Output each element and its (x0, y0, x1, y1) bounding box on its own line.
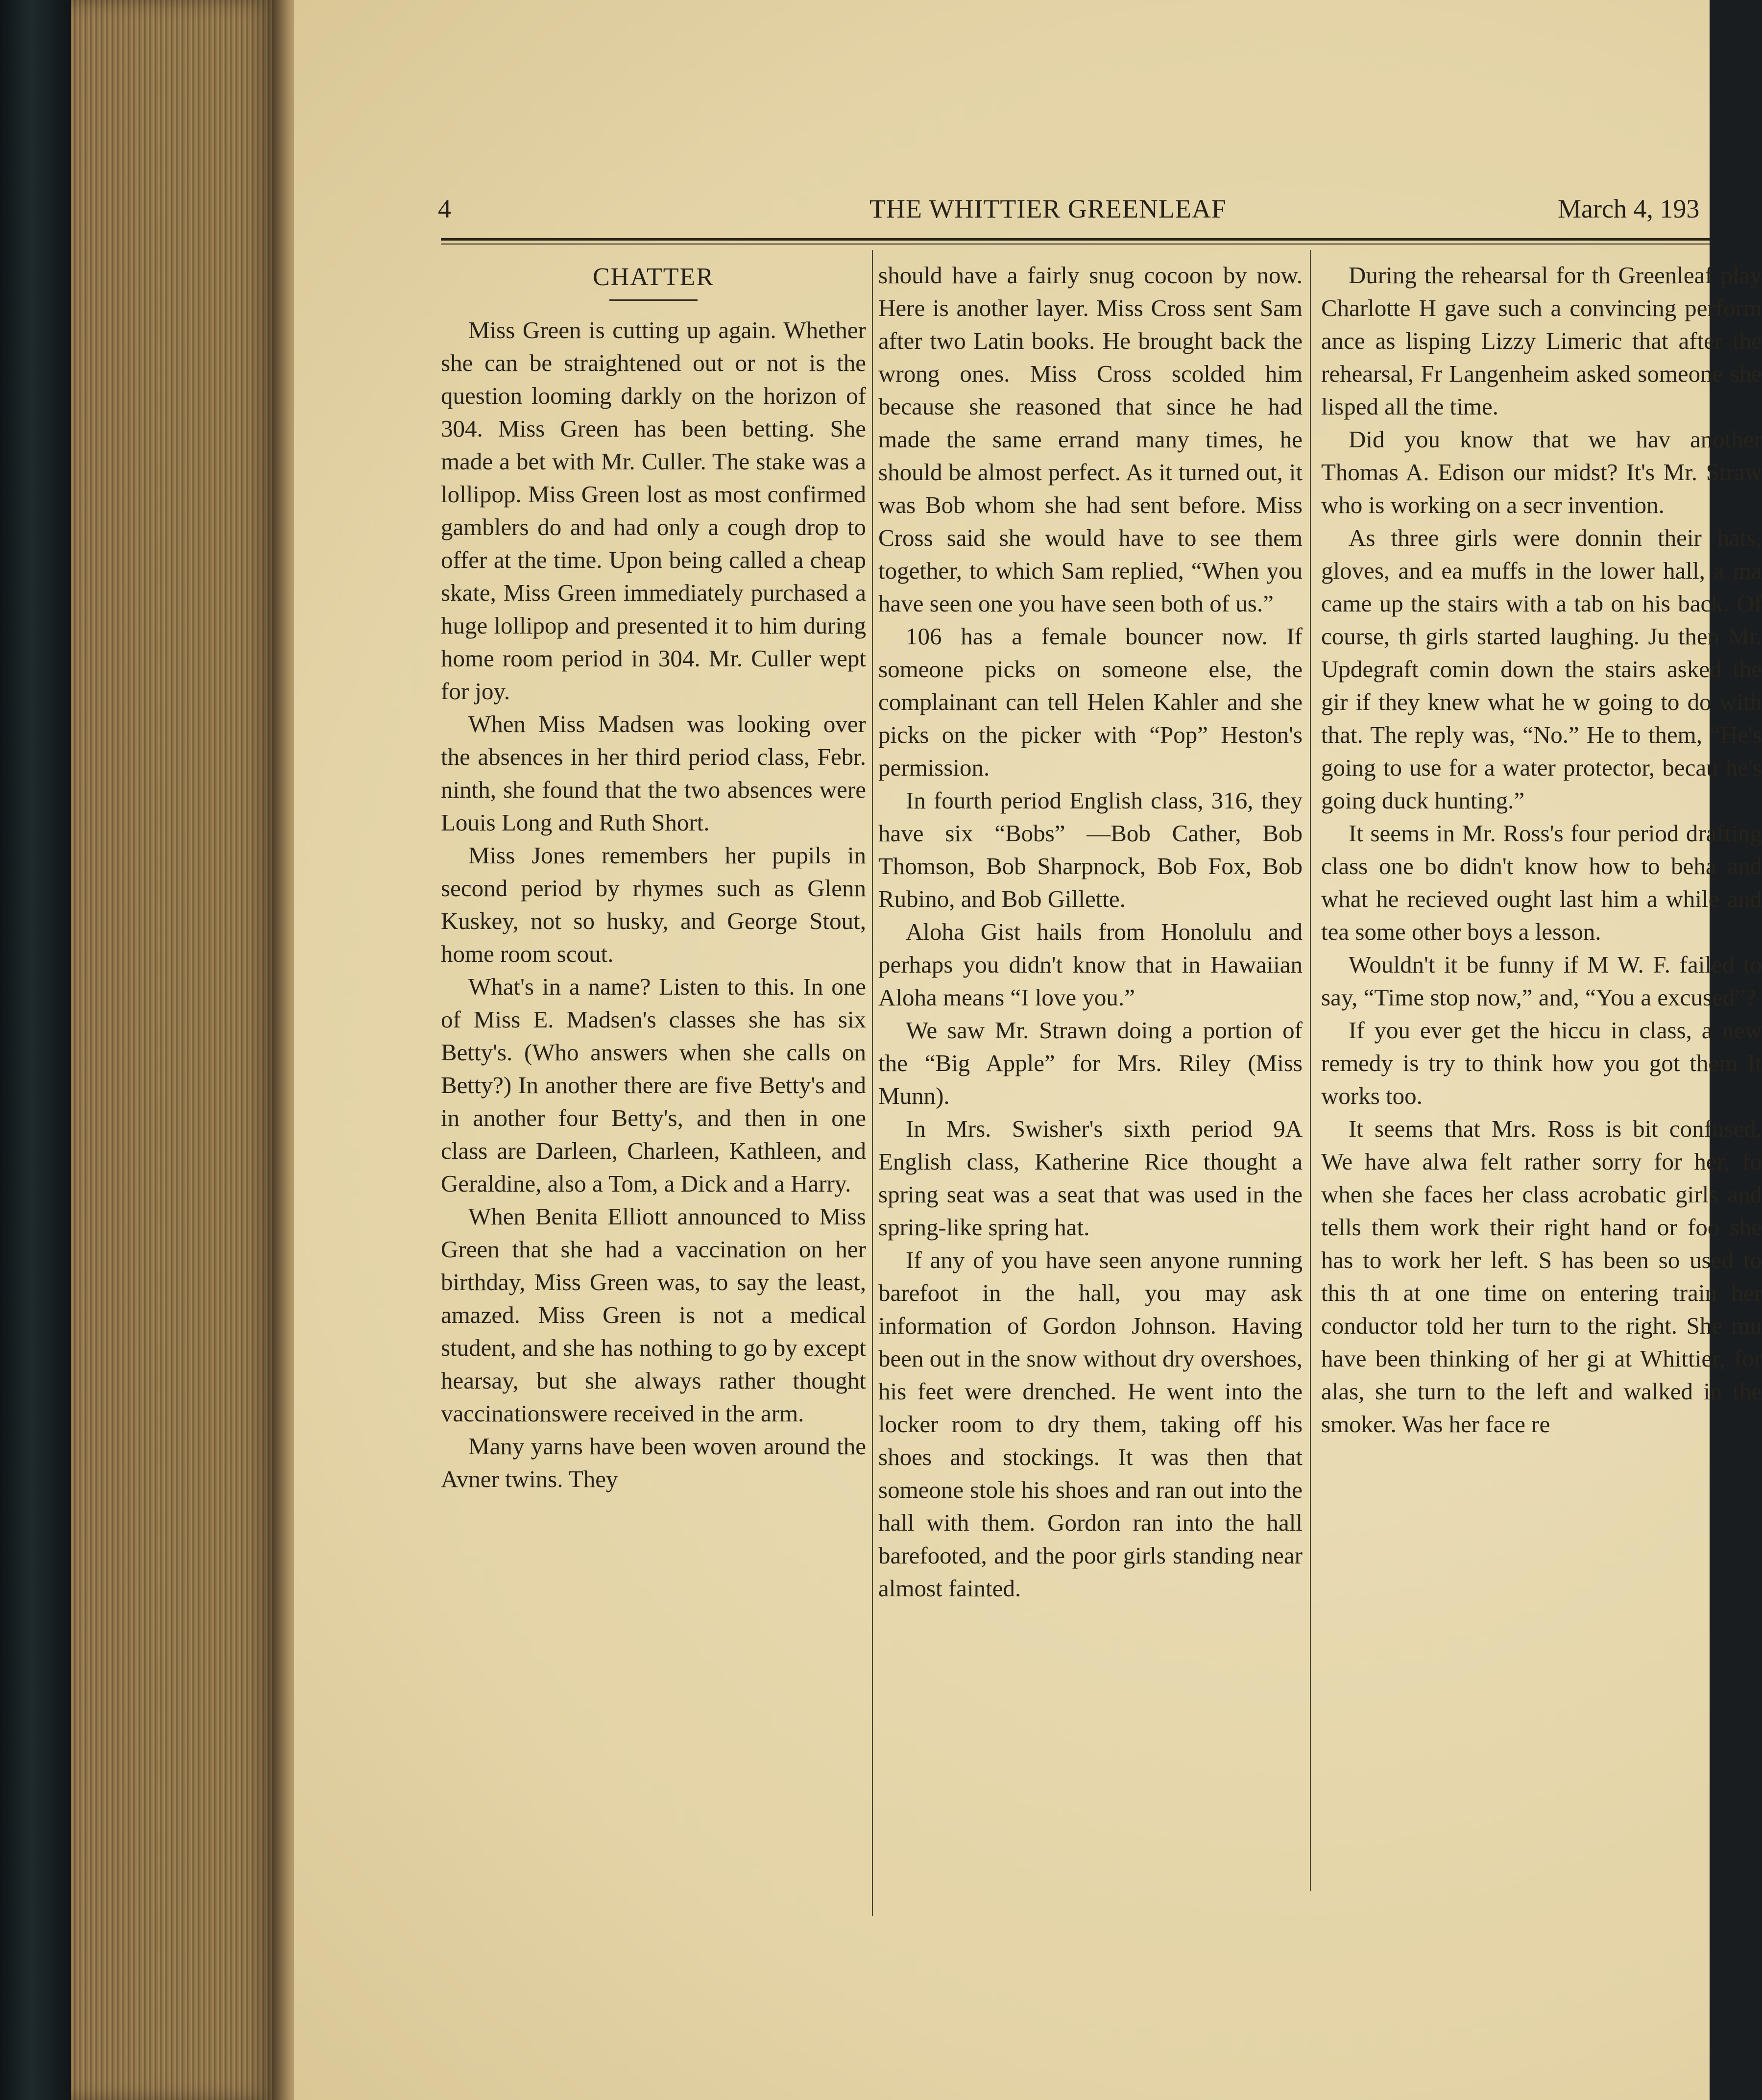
article-paragraph: As three girls were donnin their hats, gloves, and ea muffs in the lower hall, a ma came up the stairs with a tab on his back. Of course, th girls started laughing. Ju then Mr. Updegraft comin down the stairs asked the gir if they knew what he w going to do with that. The reply was, “No.” He to them, “He's going to use for a water protector, becau he's going duck hunting.” (1321, 524, 1762, 814)
article-paragraph: When Benita Elliott announced to Miss Green that she had a vaccination on her birthday, Miss Green was, to say the least, amazed. Miss Green is not a medical student, and she has nothing to go by except hearsay, but she always rather thought vaccinationswere received in the arm. (441, 1203, 866, 1427)
paper-title: THE WHITTIER GREENLEAF (869, 194, 1227, 223)
column-3 (1321, 259, 1762, 1441)
column-1 (441, 259, 866, 1495)
article-paragraph: Did you know that we hav another Thomas A. Edison our midst? It's Mr. Straw who is working on a secr invention. (1321, 426, 1762, 518)
article-paragraph: It seems that Mrs. Ross is bit confused. We have alwa felt rather sorry for her, fo when she faces her class acrobatic girls and tells them work their right hand or foo she has to work her left. S has been so used to this th at one time on entering train her conductor told her turn to the right. She mu have been thinking of her gi at Whittier, for alas, she turn to the left and walked in the smoker. Was her face re (1321, 1115, 1762, 1438)
article-paragraph: Aloha Gist hails from Honolulu and perhaps you didn't know that in Hawaiian Aloha means “I love you.” (878, 918, 1303, 1011)
column-divider (1310, 250, 1311, 1891)
column-divider (872, 250, 873, 1916)
article-paragraph: We saw Mr. Strawn doing a portion of the “Big Apple” for Mrs. Riley (Miss Munn). (878, 1017, 1303, 1109)
newspaper-page (294, 0, 1762, 2100)
article-paragraph: 106 has a female bouncer now. If someone picks on someone else, the complainant can tell Helen Kahler and she picks on the picker with “Pop” Heston's permission. (878, 623, 1303, 781)
article-paragraph: In fourth period English class, 316, they have six “Bobs” —Bob Cather, Bob Thomson, Bob Sharpnock, Bob Fox, Bob Rubino, and Bob Gillette. (878, 787, 1303, 912)
page-number: 4 (438, 194, 451, 223)
article-paragraph: Wouldn't it be funny if M W. F. failed to say, “Time stop now,” and, “You a excused”? (1321, 951, 1762, 1011)
heading-rule (609, 299, 698, 301)
article-paragraph: It seems in Mr. Ross's four period drafting class one bo didn't know how to beha and what he recieved ought last him a while and tea some other boys a lesson. (1321, 820, 1762, 945)
book-cover-edge (0, 0, 78, 2100)
article-paragraph: During the rehearsal for th Greenleaf play Charlotte H gave such a convincing perform ance as lisping Lizzy Limeric that after the rehearsal, Fr Langenheim asked someone she lisped all the time. (1321, 262, 1762, 420)
issue-date: March 4, 193 (1558, 194, 1700, 223)
article-paragraph: Miss Jones remembers her pupils in second period by rhymes such as Glenn Kuskey, not so husky, and George Stout, home room scout. (441, 842, 866, 967)
section-heading: CHATTER (593, 263, 714, 291)
article-paragraph: Miss Green is cutting up again. Whether she can be straightened out or not is the question looming darkly on the horizon of 304. Miss Green has been betting. She made a bet with Mr. Culler. The stake was a lollipop. Miss Green lost as most confirmed gamblers do and had only a cough drop to offer at the time. Upon being called a cheap skate, Miss Green immediately purchased a huge lollipop and presented it to him during home room period in 304. Mr. Culler wept for joy. (441, 317, 866, 705)
article-paragraph: When Miss Madsen was looking over the absences in her third period class, Febr. ninth, she found that the two absences were Louis Long and Ruth Short. (441, 710, 866, 836)
article-paragraph: In Mrs. Swisher's sixth period 9A English class, Katherine Rice thought a spring seat was a seat that was used in the spring-like spring hat. (878, 1115, 1303, 1241)
header-rule (441, 238, 1710, 241)
page-header (294, 194, 1710, 238)
page-edges (71, 0, 277, 2100)
article-paragraph: If you ever get the hiccu in class, a new remedy is try to think how you got them It works too. (1321, 1017, 1762, 1109)
column-2 (878, 259, 1303, 1605)
article-paragraph: What's in a name? Listen to this. In one of Miss E. Madsen's classes she has six Betty's. (Who answers when she calls on Betty?) In another there are five Betty's and in another four Betty's, and then in one class are Darleen, Charleen, Kathleen, and Geraldine, also a Tom, a Dick and a Harry. (441, 973, 866, 1197)
article-paragraph: should have a fairly snug cocoon by now. Here is another layer. Miss Cross sent Sam after two Latin books. He brought back the wrong ones. Miss Cross scolded him because she reasoned that since he had made the same errand many times, he should be almost perfect. As it turned out, it was Bob whom she had sent before. Miss Cross said she would have to see them together, to which Sam replied, “When you have seen one you have seen both of us.” (878, 262, 1303, 617)
article-paragraph: Many yarns have been woven around the Avner twins. They (441, 1433, 866, 1492)
article-paragraph: If any of you have seen anyone running barefoot in the hall, you may ask information of Gordon Johnson. Having been out in the snow without dry overshoes, his feet were drenched. He went into the locker room to dry them, taking off his shoes and stockings. It was then that someone stole his shoes and ran out into the hall with them. Gordon ran into the hall barefooted, and the poor girls standing near almost fainted. (878, 1246, 1303, 1602)
